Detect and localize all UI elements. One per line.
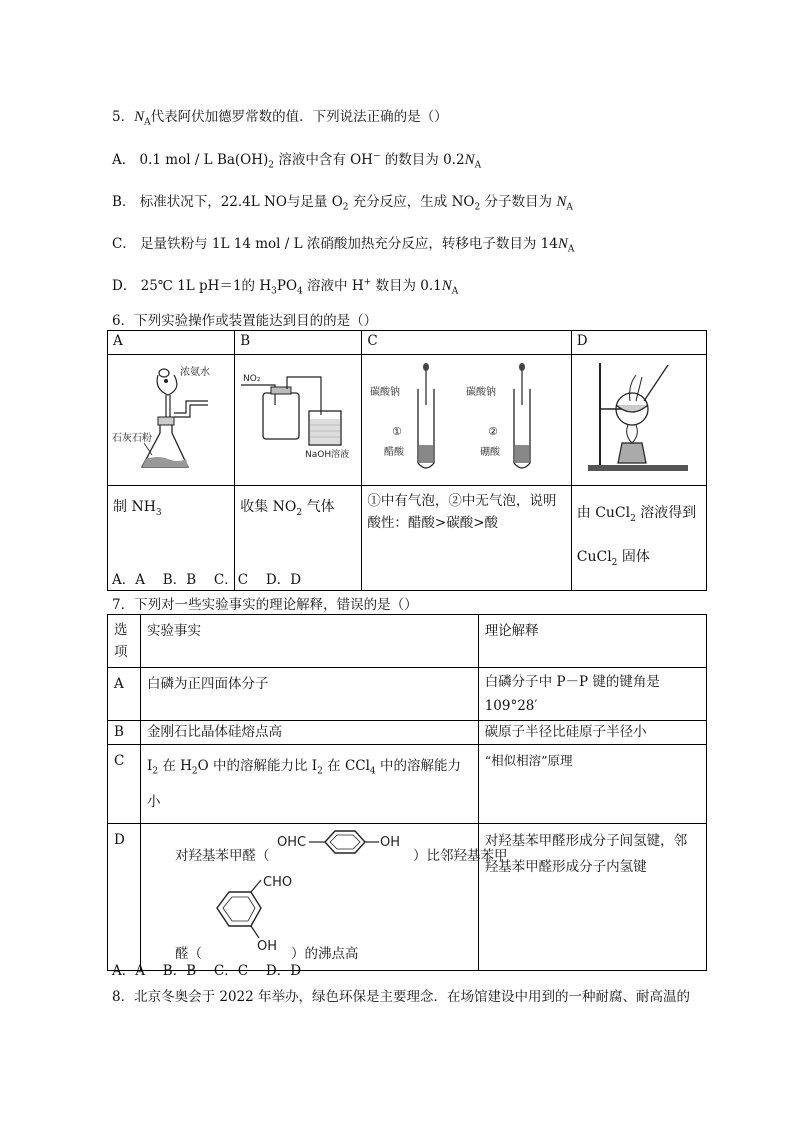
q5-option-b: B． 标准状况下，22.4L NO与足量 $O_2$ 充分反应，生成 $NO_2$ 分子数目为 $N_A$ bbox=[112, 194, 573, 213]
svg-text:醋酸: 醋酸 bbox=[384, 447, 405, 458]
q6-figure-a bbox=[108, 355, 235, 486]
para-hydroxybenzaldehyde-structure bbox=[277, 828, 411, 868]
q7-row-b-explanation: 碳原子半径比硅原子半径小 bbox=[478, 721, 706, 745]
q6-header-d: D bbox=[571, 331, 706, 355]
svg-text:OH: OH bbox=[379, 834, 400, 850]
q6-caption-d: 由 CuCl$_2$ 溶液得到 CuCl$_2$ 固体 bbox=[571, 486, 706, 591]
svg-text:CHO: CHO bbox=[262, 874, 293, 890]
q7-row-c-explanation: “相似相溶”原理 bbox=[478, 745, 706, 824]
svg-text:浓氨水: 浓氨水 bbox=[180, 367, 210, 378]
q7-row-a-explanation: 白磷分子中 P－P 键的键角是 109°28′ bbox=[478, 668, 706, 721]
svg-text:①: ① bbox=[392, 425, 403, 438]
q5-option-c: C． 足量铁粉与 1L 14 mol / L 浓硝酸加热充分反应，转移电子数目为 $14N_A$ bbox=[112, 236, 575, 255]
q6-figure-b bbox=[235, 355, 362, 486]
q7-row-b-option: B bbox=[108, 721, 141, 745]
svg-text:NO₂: NO₂ bbox=[243, 374, 261, 384]
q7-row-d-fact: 对羟基苯甲醛（ OHC OH ）比邻羟基苯甲 CHO OH 醛（ ）的沸点高 bbox=[140, 823, 478, 970]
q6-caption-a: 制 $NH_3$ bbox=[108, 486, 235, 591]
q7-header-fact: 实验事实 bbox=[140, 615, 478, 668]
acid-test-tubes-figure bbox=[362, 355, 570, 481]
q6-figure-d bbox=[571, 355, 706, 486]
svg-text:石灰石粉: 石灰石粉 bbox=[112, 433, 152, 444]
q7-table bbox=[107, 614, 707, 971]
svg-text:碳酸钠: 碳酸钠 bbox=[370, 387, 401, 398]
q7-answer-choices: A．A B．B C．C D．D bbox=[112, 963, 302, 979]
q5-option-a: A． 0.1 mol / L $Ba(OH)_2$ 溶液中含有 OH− 的数目为 $0.2N_A$ bbox=[112, 151, 482, 171]
q8-stem: 8．北京冬奥会于 2022 年举办，绿色环保是主要理念．在场馆建设中用到的一种耐腐、耐高温的 bbox=[112, 989, 691, 1005]
svg-text:OH: OH bbox=[256, 938, 277, 954]
ammonia-apparatus-figure bbox=[108, 355, 234, 481]
q6-stem: 6．下列实验操作或装置能达到目的的是（） bbox=[112, 313, 378, 329]
svg-text:OHC: OHC bbox=[276, 834, 307, 850]
svg-text:NaOH溶液: NaOH溶液 bbox=[305, 450, 350, 460]
q7-row-c-option: C bbox=[108, 745, 141, 824]
svg-text:碳酸钠: 碳酸钠 bbox=[466, 387, 497, 398]
q5-stem: 5．$N_A$代表阿伏加德罗常数的值．下列说法正确的是（） bbox=[112, 109, 448, 128]
svg-text:硼酸: 硼酸 bbox=[480, 447, 501, 458]
q7-stem: 7．下列对一些实验事实的理论解释，错误的是（） bbox=[112, 597, 418, 613]
q7-row-b-fact: 金刚石比晶体硅熔点高 bbox=[140, 721, 478, 745]
q6-figure-c bbox=[362, 355, 571, 486]
q7-header-explanation: 理论解释 bbox=[478, 615, 706, 668]
q7-row-a-fact: 白磷为正四面体分子 bbox=[140, 668, 478, 721]
q6-header-c: C bbox=[362, 331, 571, 355]
q7-row-d-explanation: 对羟基苯甲醛形成分子间氢键，邻 羟基苯甲醛形成分子内氢键 bbox=[478, 823, 706, 970]
svg-text:②: ② bbox=[488, 425, 499, 438]
q7-header-option: 选 项 bbox=[108, 615, 141, 668]
q6-answer-choices: A．A B．B C．C D．D bbox=[112, 572, 302, 588]
q7-row-c-fact: $I_2$ 在 $H_2O$ 中的溶解能力比 $I_2$ 在 CCl$_4$ 中的溶解能力 小 bbox=[140, 745, 478, 824]
q6-table bbox=[107, 330, 707, 591]
no2-collection-figure bbox=[235, 355, 361, 481]
q5-option-d: D． 25℃ 1L pH＝1的 $H_3PO_4$ 溶液中 H+ 数目为 $0.1N_A$ bbox=[112, 277, 459, 297]
q6-caption-b: 收集 $NO_2$ 气体 bbox=[235, 486, 362, 591]
q7-row-a-option: A bbox=[108, 668, 141, 721]
q6-header-b: B bbox=[235, 331, 362, 355]
q6-caption-c: ①中有气泡，②中无气泡，说明 酸性：醋酸>碳酸>酸 bbox=[362, 486, 571, 591]
q7-row-d-option: D bbox=[108, 823, 141, 970]
evaporation-apparatus-figure bbox=[572, 355, 706, 481]
q6-header-a: A bbox=[108, 331, 235, 355]
